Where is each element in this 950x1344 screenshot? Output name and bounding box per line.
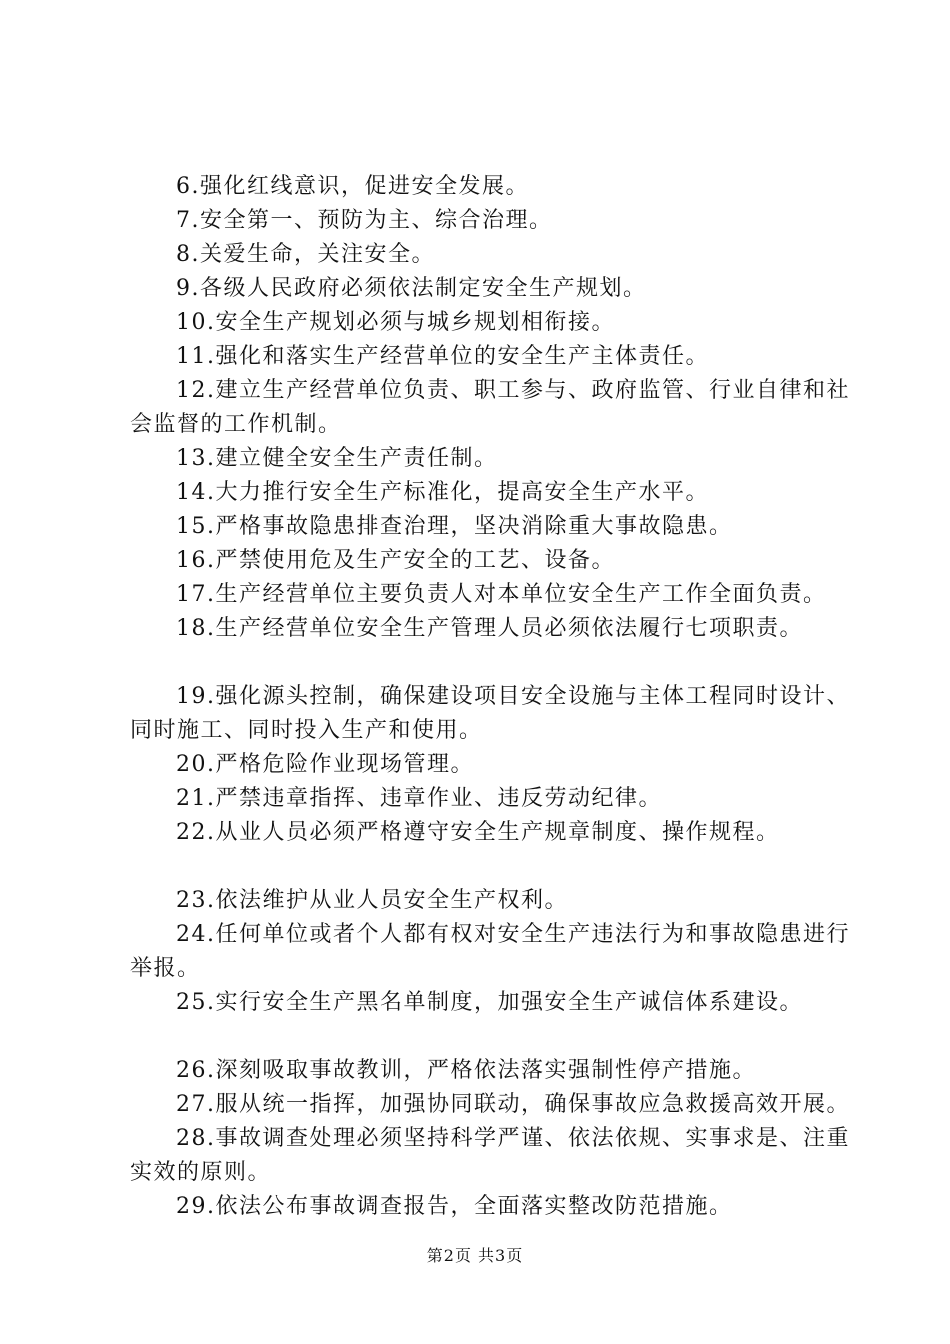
- paragraph-20: 20.严格危险作业现场管理。: [176, 752, 474, 777]
- paragraph-16: 16.严禁使用危及生产安全的工艺、设备。: [176, 548, 615, 573]
- paragraph-9: 9.各级人民政府必须依法制定安全生产规划。: [176, 276, 647, 301]
- paragraph-24: 24.任何单位或者个人都有权对安全生产违法行为和事故隐患进行举报。: [130, 922, 850, 981]
- paragraph-23: 23.依法维护从业人员安全生产权利。: [176, 888, 568, 913]
- paragraph-18: 18.生产经营单位安全生产管理人员必须依法履行七项职责。: [176, 616, 803, 641]
- paragraph-25: 25.实行安全生产黑名单制度，加强安全生产诚信体系建设。: [176, 990, 803, 1015]
- paragraph-29: 29.依法公布事故调查报告，全面落实整改防范措施。: [176, 1194, 733, 1219]
- paragraph-13: 13.建立健全安全生产责任制。: [176, 446, 498, 471]
- paragraph-21: 21.严禁违章指挥、违章作业、违反劳动纪律。: [176, 786, 662, 811]
- paragraph-14: 14.大力推行安全生产标准化，提高安全生产水平。: [176, 480, 709, 505]
- paragraph-12: 12.建立生产经营单位负责、职工参与、政府监管、行业自律和社会监督的工作机制。: [130, 378, 850, 437]
- paragraph-17: 17.生产经营单位主要负责人对本单位安全生产工作全面负责。: [176, 582, 827, 607]
- paragraph-26: 26.深刻吸取事故教训，严格依法落实强制性停产措施。: [176, 1058, 756, 1083]
- paragraph-28: 28.事故调查处理必须坚持科学严谨、依法依规、实事求是、注重实效的原则。: [130, 1126, 850, 1185]
- paragraph-7: 7.安全第一、预防为主、综合治理。: [176, 208, 553, 233]
- paragraph-22: 22.从业人员必须严格遵守安全生产规章制度、操作规程。: [176, 820, 780, 845]
- paragraph-10: 10.安全生产规划必须与城乡规划相衔接。: [176, 310, 615, 335]
- paragraph-15: 15.严格事故隐患排查治理，坚决消除重大事故隐患。: [176, 514, 733, 539]
- page-number-footer: 第2页 共3页: [426, 1246, 524, 1265]
- paragraph-6: 6.强化红线意识，促进安全发展。: [176, 174, 529, 199]
- paragraph-11: 11.强化和落实生产经营单位的安全生产主体责任。: [176, 344, 709, 369]
- paragraph-19: 19.强化源头控制，确保建设项目安全设施与主体工程同时设计、同时施工、同时投入生产和使用。: [130, 684, 850, 743]
- document-body: [130, 170, 850, 1224]
- paragraph-27: 27.服从统一指挥，加强协同联动，确保事故应急救援高效开展。: [176, 1092, 850, 1117]
- paragraph-8: 8.关爱生命，关注安全。: [176, 242, 435, 267]
